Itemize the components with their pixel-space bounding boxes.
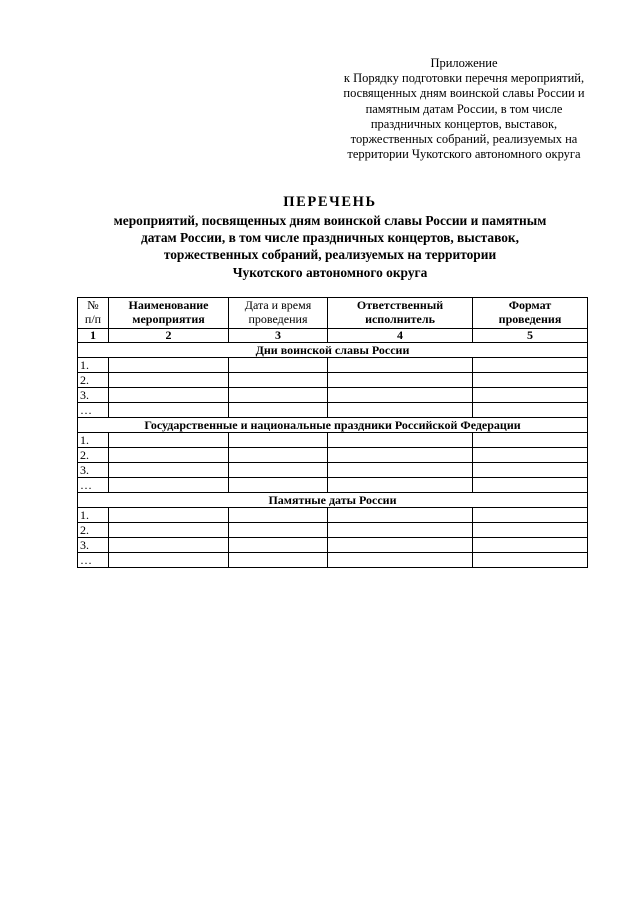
header-responsible	[328, 298, 473, 329]
table-cell	[328, 508, 473, 523]
subtitle-line: мероприятий, посвященных дням воинской славы России и памятным	[113, 213, 547, 228]
table-cell	[473, 373, 588, 388]
appendix-line: территории Чукотского автономного округа	[347, 147, 581, 162]
section-title: Дни воинской славы России	[78, 343, 588, 358]
table-cell	[328, 358, 473, 373]
column-number: 4	[328, 329, 473, 343]
header-line: №	[87, 298, 99, 312]
column-number: 3	[229, 329, 328, 343]
table-cell	[229, 553, 328, 568]
appendix-note	[333, 56, 595, 162]
column-number-row	[78, 329, 588, 343]
appendix-line: торжественных собраний, реализуемых на	[350, 132, 578, 147]
table-row	[78, 538, 588, 553]
row-number: …	[78, 553, 109, 568]
row-number: 2.	[78, 523, 109, 538]
subtitle-line: датам России, в том числе праздничных концертов, выставок,	[141, 230, 519, 246]
table-cell	[328, 403, 473, 418]
events-table	[77, 297, 588, 568]
column-number: 1	[78, 329, 109, 343]
table-cell	[328, 538, 473, 553]
header-line: п/п	[84, 312, 102, 326]
document-title: ПЕРЕЧЕНЬ	[283, 194, 377, 210]
table-cell	[109, 463, 229, 478]
table-cell	[229, 508, 328, 523]
table-cell	[473, 403, 588, 418]
table-cell	[109, 508, 229, 523]
table-cell	[473, 523, 588, 538]
table-row	[78, 433, 588, 448]
table-cell	[473, 478, 588, 493]
section-row-state-holidays	[78, 418, 588, 433]
table-cell	[328, 433, 473, 448]
table-cell	[473, 538, 588, 553]
table-cell	[229, 523, 328, 538]
header-format	[473, 298, 588, 329]
header-number	[78, 298, 109, 329]
table-cell	[473, 508, 588, 523]
table-cell	[229, 403, 328, 418]
table-row	[78, 463, 588, 478]
table-cell	[328, 478, 473, 493]
header-line: Ответственный	[356, 298, 444, 312]
table-cell	[229, 358, 328, 373]
table-cell	[473, 463, 588, 478]
table-header-row	[78, 298, 588, 329]
table-row	[78, 553, 588, 568]
section-title: Государственные и национальные праздники Российской Федерации	[78, 418, 588, 433]
appendix-line: Приложение	[430, 56, 498, 70]
table-cell	[229, 448, 328, 463]
table-cell	[109, 373, 229, 388]
table-row	[78, 403, 588, 418]
row-number: 1.	[78, 508, 109, 523]
document-subtitle	[60, 212, 600, 281]
appendix-line: к Порядку подготовки перечня мероприятий,	[343, 71, 585, 86]
header-line: Дата и время	[244, 298, 312, 312]
header-line: Формат	[508, 298, 552, 312]
table-cell	[229, 538, 328, 553]
table-cell	[328, 553, 473, 568]
table-cell	[109, 388, 229, 403]
row-number: 3.	[78, 538, 109, 553]
table-row	[78, 448, 588, 463]
header-line: проведения	[248, 312, 308, 326]
table-cell	[328, 388, 473, 403]
header-line: исполнитель	[365, 312, 435, 326]
table-cell	[473, 433, 588, 448]
row-number: …	[78, 478, 109, 493]
header-line: мероприятия	[132, 312, 205, 326]
appendix-line: посвященных дням воинской славы России и	[343, 86, 585, 101]
table-cell	[109, 403, 229, 418]
section-row-memorable-dates	[78, 493, 588, 508]
row-number: 3.	[78, 388, 109, 403]
table-cell	[328, 448, 473, 463]
table-cell	[328, 523, 473, 538]
column-number: 5	[473, 329, 588, 343]
table-cell	[109, 538, 229, 553]
appendix-line: памятным датам России, в том числе	[365, 101, 563, 116]
row-number: 1.	[78, 433, 109, 448]
table-cell	[473, 358, 588, 373]
table-cell	[328, 463, 473, 478]
subtitle-line: торжественных собраний, реализуемых на территории	[163, 247, 497, 263]
header-event-name	[109, 298, 229, 329]
header-line: Наименование	[128, 298, 209, 312]
table-cell	[109, 448, 229, 463]
table-row	[78, 358, 588, 373]
table-cell	[229, 388, 328, 403]
column-number: 2	[109, 329, 229, 343]
row-number: 3.	[78, 463, 109, 478]
subtitle-line: Чукотского автономного округа	[232, 264, 428, 280]
row-number: 2.	[78, 373, 109, 388]
table-cell	[229, 373, 328, 388]
table-cell	[109, 358, 229, 373]
table-cell	[109, 433, 229, 448]
table-row	[78, 388, 588, 403]
appendix-line: праздничных концертов, выставок,	[370, 116, 558, 131]
row-number: 2.	[78, 448, 109, 463]
table-row	[78, 523, 588, 538]
table-cell	[473, 388, 588, 403]
table-row	[78, 373, 588, 388]
table-cell	[109, 523, 229, 538]
row-number: …	[78, 403, 109, 418]
table-cell	[229, 433, 328, 448]
table-cell	[109, 553, 229, 568]
table-cell	[473, 448, 588, 463]
table-cell	[229, 478, 328, 493]
section-title: Памятные даты России	[78, 493, 588, 508]
section-row-military-glory	[78, 343, 588, 358]
header-date-time	[229, 298, 328, 329]
row-number: 1.	[78, 358, 109, 373]
table-row	[78, 508, 588, 523]
table-cell	[473, 553, 588, 568]
table-row	[78, 478, 588, 493]
table-cell	[328, 373, 473, 388]
header-line: проведения	[498, 312, 562, 326]
table-cell	[109, 478, 229, 493]
table-cell	[229, 463, 328, 478]
